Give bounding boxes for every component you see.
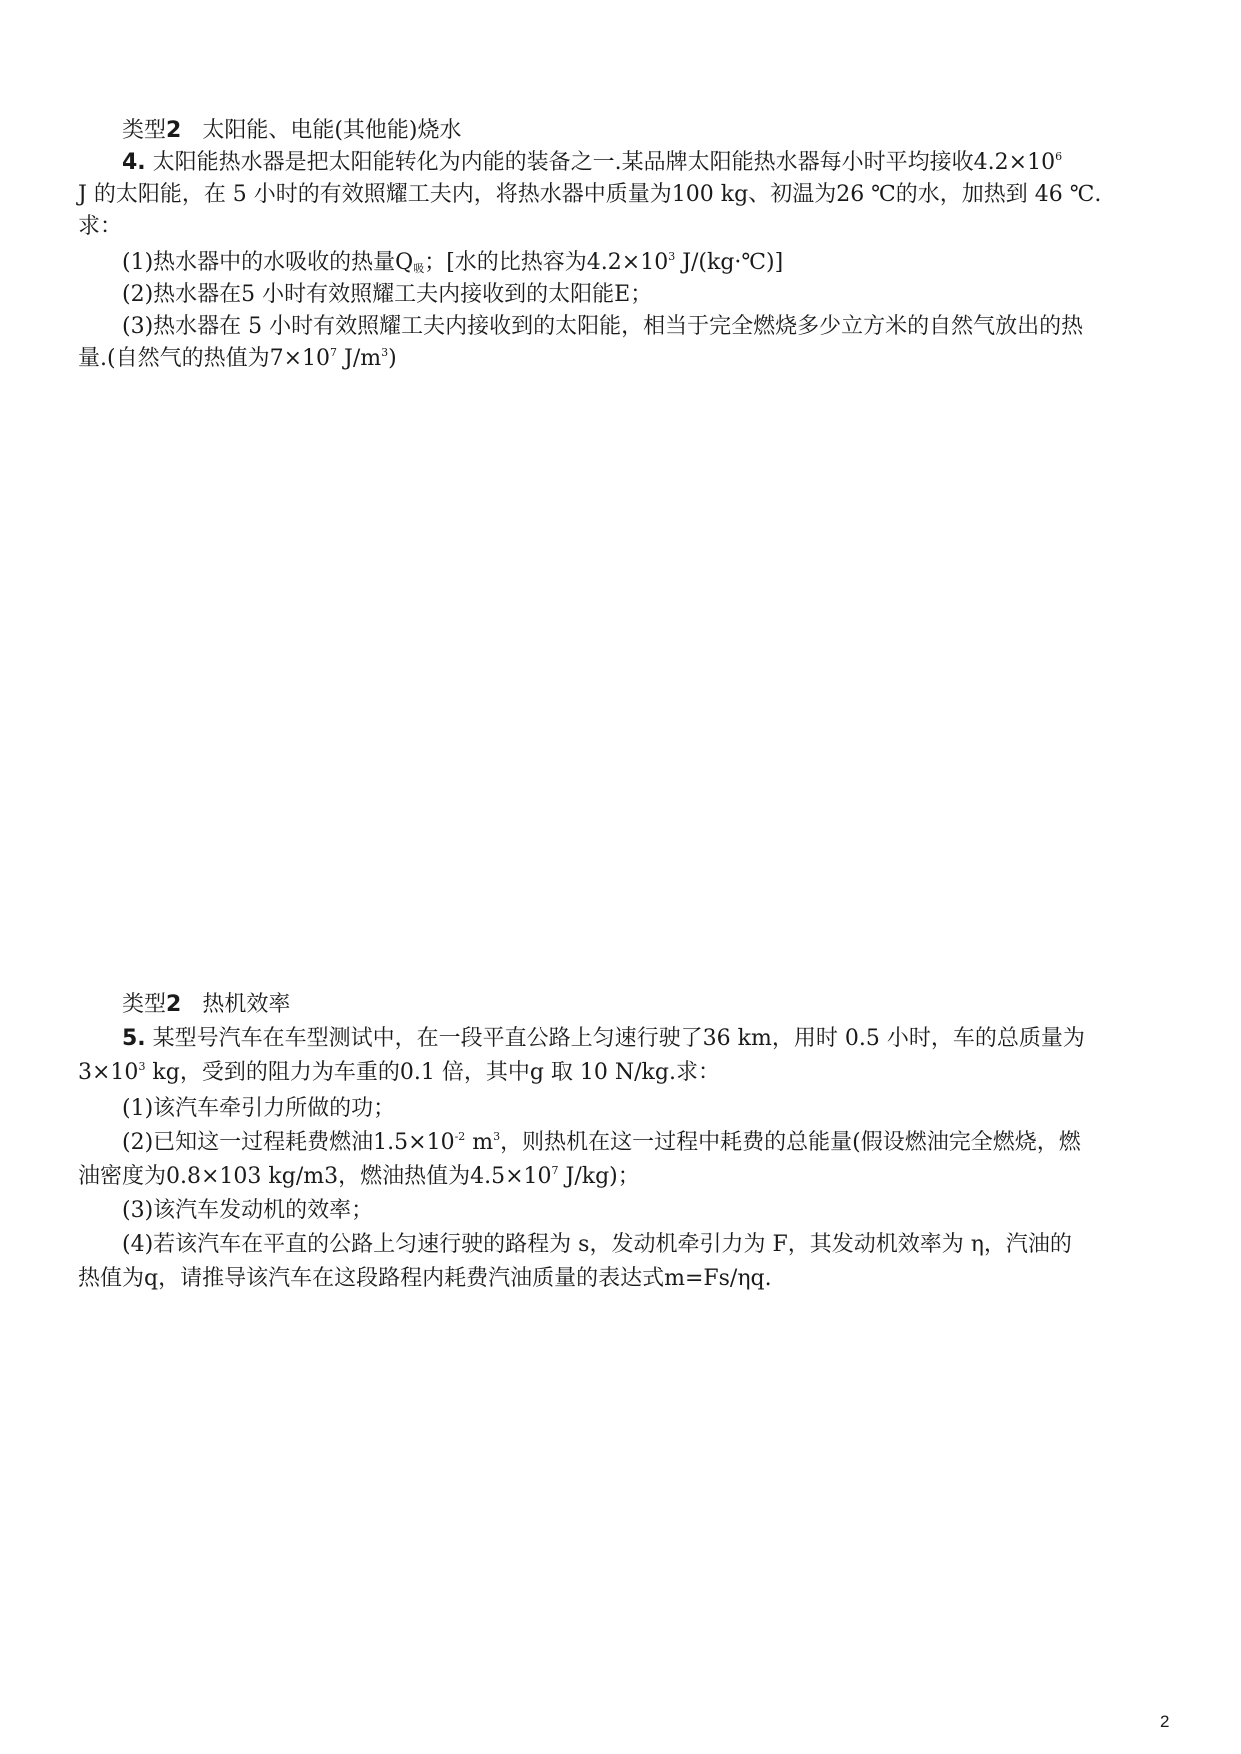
section-heading-solar bbox=[122, 116, 1214, 146]
heading-title: 太阳能、电能(其他能)烧水 bbox=[202, 118, 462, 143]
question-4-subpart-3-line-1: (3)热水器在 5 小时有效照耀工夫内接收到的太阳能，相当于完全燃烧多少立方米的自然气放出的热 bbox=[122, 314, 1084, 339]
question-number: 5. bbox=[122, 1026, 146, 1051]
question-5-subpart-4-line-2: 热值为q，请推导该汽车在这段路程内耗费汽油质量的表达式m=Fs/ηq. bbox=[78, 1266, 772, 1291]
question-4-line-1: 4. 太阳能热水器是把太阳能转化为内能的装备之一.某品牌太阳能热水器每小时平均接收$4.2\times 10^6$ bbox=[122, 150, 1063, 175]
question-5-line-2: $3\times 10^3$ kg，受到的阻力为车重的0.1 倍，其中g 取 10 N/kg.求： bbox=[78, 1060, 720, 1085]
heading-label: 类型 bbox=[122, 992, 167, 1017]
question-5-line-1: 5. 某型号汽车在车型测试中，在一段平直公路上匀速行驶了36 km，用时 0.5 小时，车的总质量为 bbox=[122, 1026, 1085, 1051]
question-4-subpart-3-line-2: 量.(自然气的热值为$7\times 10^7$ $J/m^3$) bbox=[78, 346, 397, 371]
heading-title: 热机效率 bbox=[202, 992, 291, 1017]
heading-number: 2 bbox=[166, 992, 182, 1017]
page-number: 2 bbox=[1160, 1712, 1170, 1731]
question-5-subpart-3: (3)该汽车发动机的效率； bbox=[122, 1198, 374, 1223]
heading-number: 2 bbox=[166, 118, 182, 143]
question-4-subpart-2: (2)热水器在5 小时有效照耀工夫内接收到的太阳能E； bbox=[122, 282, 653, 307]
question-4-subpart-1: (1)热水器中的水吸收的热量$Q_吸$；[水的比热容为$4.2\times 10^3$ J/(kg·℃)] bbox=[122, 250, 784, 275]
question-5-subpart-1: (1)该汽车牵引力所做的功； bbox=[122, 1096, 396, 1121]
section-heading-heat-engine bbox=[122, 990, 1214, 1020]
heading-label: 类型 bbox=[122, 118, 167, 143]
question-5-subpart-2-line-2: 油密度为0.8×103 kg/m3，燃油热值为$4.5\times 10^7$ J/kg)； bbox=[78, 1164, 640, 1189]
question-4-line-2: J 的太阳能，在 5 小时的有效照耀工夫内，将热水器中质量为100 kg、初温为26 ℃的水，加热到 46 ℃. bbox=[78, 182, 1102, 207]
question-number: 4. bbox=[122, 150, 146, 175]
question-5-subpart-4-line-1: (4)若该汽车在平直的公路上匀速行驶的路程为 s，发动机牵引力为 F，其发动机效率为 η，汽油的 bbox=[122, 1232, 1072, 1257]
question-4-line-3: 求： bbox=[78, 214, 123, 239]
question-5-subpart-2-line-1: (2)已知这一过程耗费燃油$1.5\times 10^{-2}$ $m^3$，则热机在这一过程中耗费的总能量(假设燃油完全燃烧，燃 bbox=[122, 1130, 1081, 1155]
